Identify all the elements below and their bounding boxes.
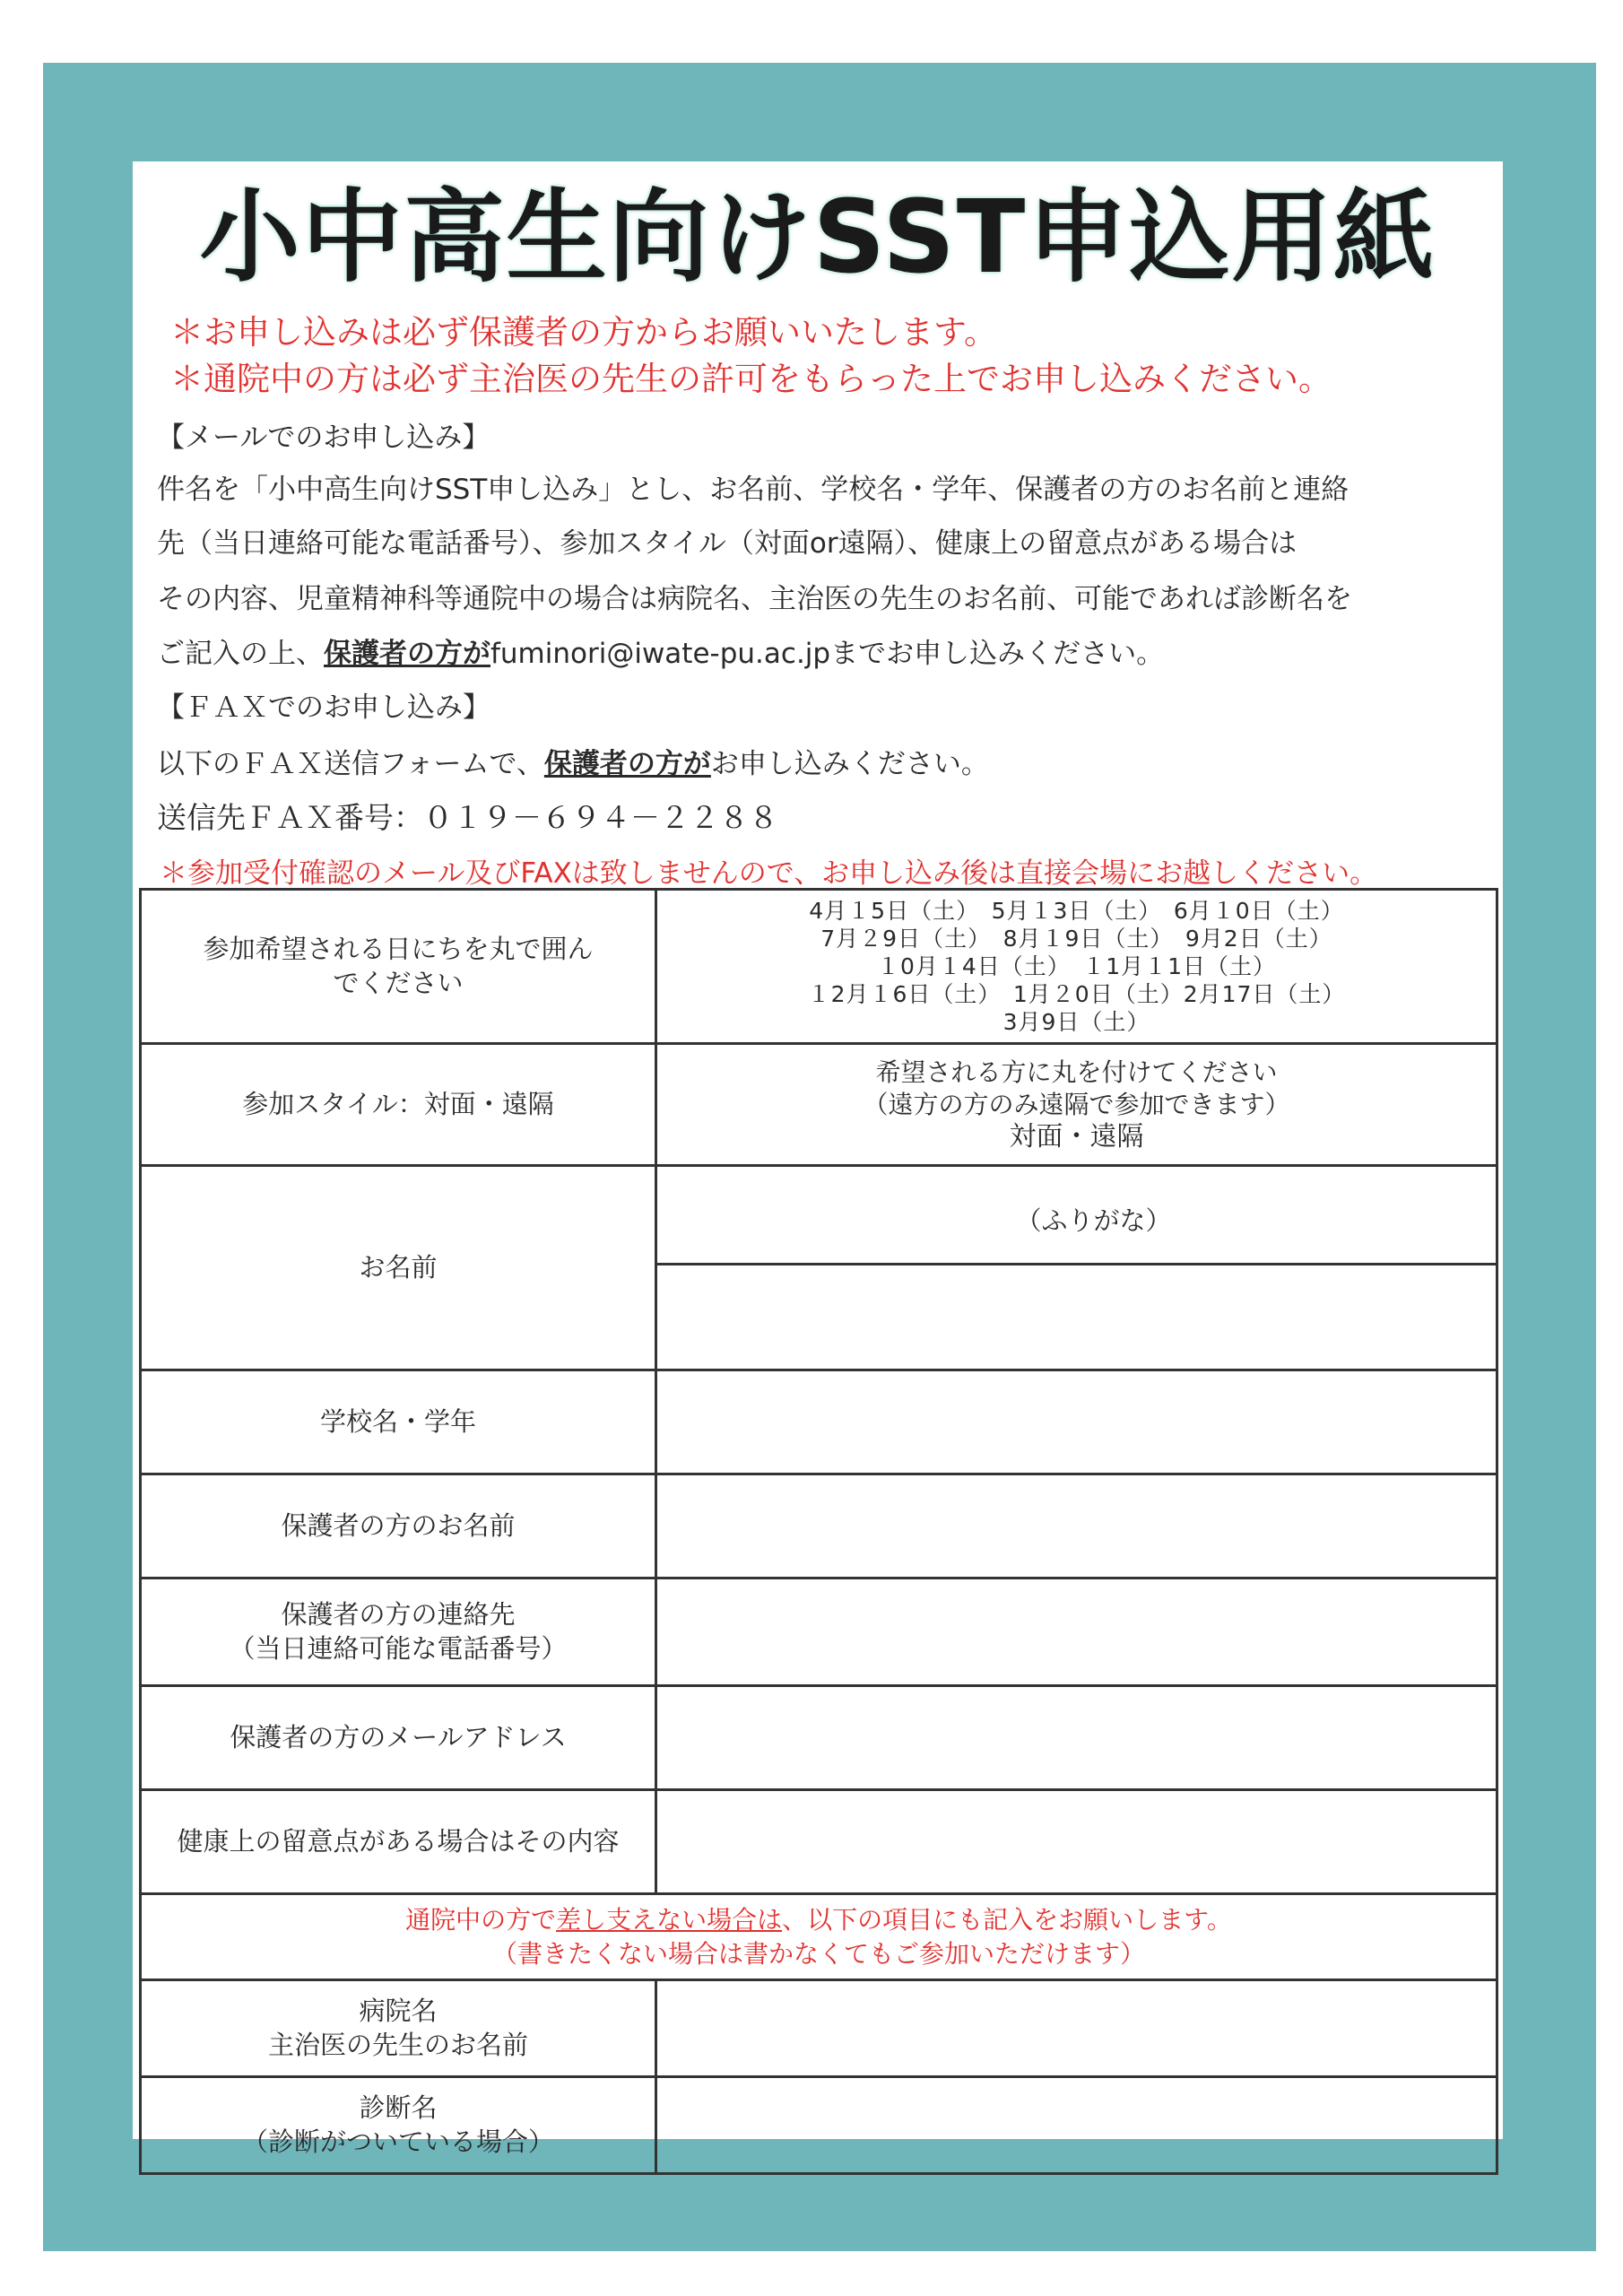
hospital-field[interactable] [656, 1980, 1497, 2077]
name-field[interactable] [656, 1265, 1497, 1370]
style-cell[interactable] [656, 1044, 1497, 1166]
health-field[interactable] [656, 1790, 1497, 1894]
date-line[interactable]: 4月１5日（土） 5月１3日（土） 6月１0日（土） [809, 898, 1344, 924]
email-instruction-line-1: 件名を「小中高生向けSST申し込み」とし、お名前、学校名・学年、保護者の方のお名前と連絡 [157, 474, 1350, 506]
email-instruction-line-3: その内容、児童精神科等通院中の場合は病院名、主治医の先生のお名前、可能であれば診断名を [157, 583, 1352, 615]
school-label: 学校名・学年 [141, 1370, 656, 1474]
style-instruction: 希望される方に丸を付けてください [875, 1057, 1278, 1087]
style-row [141, 1044, 1497, 1166]
date-line[interactable]: 7月２9日（土） 8月１9日（土） 9月2日（土） [820, 926, 1332, 952]
guardian-name-label: 保護者の方のお名前 [141, 1474, 656, 1578]
diagnosis-row [141, 2077, 1497, 2174]
fax-number: 送信先ＦＡＸ番号：０１９－６９４－２２８８ [157, 800, 778, 835]
name-label: お名前 [141, 1166, 656, 1370]
school-row [141, 1370, 1497, 1474]
dates-label: 参加希望される日にちを丸で囲んでください [141, 890, 656, 1044]
fax-line-suffix: お申し込みください。 [710, 748, 989, 780]
page-title: 小中高生向けSST申込用紙 [199, 179, 1436, 296]
guardian-contact-field[interactable] [656, 1578, 1497, 1686]
health-label: 健康上の留意点がある場合はその内容 [141, 1790, 656, 1894]
style-note: （遠方の方のみ遠隔で参加できます） [863, 1089, 1290, 1119]
email-instruction-line-4 [157, 631, 1164, 671]
health-row [141, 1790, 1497, 1894]
guardian-contact-label: 保護者の方の連絡先 （当日連絡可能な電話番号） [141, 1578, 656, 1686]
email-instruction-line-2: 先（当日連絡可能な電話番号）、参加スタイル（対面or遠隔）、健康上の留意点がある場合は [157, 527, 1298, 560]
guardian-email-row [141, 1686, 1497, 1790]
diagnosis-field[interactable] [656, 2077, 1497, 2174]
fax-line-prefix: 以下のＦＡＸ送信フォームで、 [157, 748, 544, 780]
guardian-name-field[interactable] [656, 1474, 1497, 1578]
guardian-email-field[interactable] [656, 1686, 1497, 1790]
guardian-name-row [141, 1474, 1497, 1578]
diagnosis-label: 診断名 （診断がついている場合） [141, 2077, 656, 2174]
email-line-4-bold: 保護者の方が [324, 638, 490, 670]
email-heading: 【メールでのお申し込み】 [157, 422, 490, 454]
style-options[interactable]: 対面・遠隔 [1009, 1120, 1144, 1152]
date-line[interactable]: １2月１6日（土） 1月２0日（土）2月17日（土） [807, 981, 1346, 1007]
fax-instruction-line [157, 741, 989, 781]
name-row [141, 1166, 1497, 1265]
style-label: 参加スタイル：対面・遠隔 [141, 1044, 656, 1166]
confirmation-note: ＊参加受付確認のメール及びFAXは致しませんので、お申し込み後は直接会場にお越しください。 [160, 857, 1378, 890]
email-line-4-prefix: ご記入の上、 [157, 638, 324, 670]
date-line[interactable]: １0月１4日（土） １1月１1日（土） [876, 953, 1277, 979]
school-field[interactable] [656, 1370, 1497, 1474]
guardian-email-label: 保護者の方のメールアドレス [141, 1686, 656, 1790]
hospital-note: 通院中の方で差し支えない場合は、以下の項目にも記入をお願いします。 （書きたくない場合は書かなくてもご参加いただけます） [141, 1894, 1497, 1980]
fax-heading: 【ＦＡＸでのお申し込み】 [157, 691, 490, 724]
application-form-table [139, 888, 1498, 2175]
guardian-contact-row [141, 1578, 1497, 1686]
date-line[interactable]: 3月9日（土） [1002, 1009, 1150, 1035]
hospital-row [141, 1980, 1497, 2077]
dates-cell[interactable] [656, 890, 1497, 1044]
dates-row [141, 890, 1497, 1044]
furigana-field[interactable]: （ふりがな） [656, 1166, 1497, 1265]
notice-doctor-permission: ＊通院中の方は必ず主治医の先生の許可をもらった上でお申し込みください。 [170, 360, 1332, 398]
hospital-note-row [141, 1894, 1497, 1980]
fax-line-bold: 保護者の方が [543, 748, 711, 780]
notice-guardian: ＊お申し込みは必ず保護者の方からお願いいたします。 [170, 313, 998, 352]
hospital-label: 病院名 主治医の先生のお名前 [141, 1980, 656, 2077]
email-address-text: fuminori@iwate-pu.ac.jpまでお申し込みください。 [490, 638, 1165, 670]
